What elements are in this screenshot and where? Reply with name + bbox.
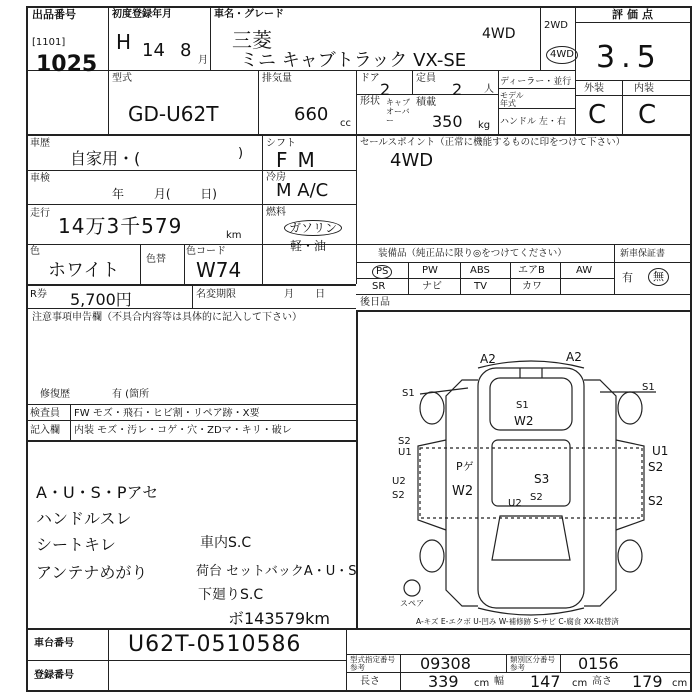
name-change-value: 月 日 xyxy=(284,289,326,300)
note-line-1: A・U・S・Pアセ xyxy=(36,483,159,502)
exterior-label: 外装 xyxy=(584,83,604,94)
damage-mark-p-gate: Pゲ xyxy=(456,460,474,473)
ac-label: 冷房 xyxy=(266,172,286,183)
sales-point-value: 4WD xyxy=(390,150,434,171)
width-unit: cm xyxy=(572,678,588,689)
repair-label: 修復歴 xyxy=(40,389,70,400)
note-line-4: アンテナめがり xyxy=(36,563,148,582)
reg-year: 14 xyxy=(142,40,165,61)
left-door xyxy=(418,440,446,530)
load: 350 xyxy=(432,112,463,131)
warranty-yes: 有 xyxy=(622,271,633,284)
color: ホワイト xyxy=(48,260,120,281)
era: H xyxy=(116,30,132,54)
chassis-value: U62T-0510586 xyxy=(128,632,302,657)
length-value: 339 xyxy=(428,672,459,691)
capacity-unit: 人 xyxy=(484,84,494,95)
maker: 三菱 xyxy=(232,28,272,52)
type-cert-label: 型式指定番号 参考 xyxy=(350,655,395,672)
mileage: 14万3千579 xyxy=(58,214,183,238)
name-label: 車名・グレード xyxy=(214,9,284,20)
displacement-label: 排気量 xyxy=(262,73,292,84)
score: 3.5 xyxy=(596,40,662,75)
damage-mark-s2-right: S2 xyxy=(648,460,664,474)
inspection-label: 車検 xyxy=(30,173,50,184)
interior-note-3: 下廻りS.C xyxy=(198,587,264,603)
equip-sr: SR xyxy=(372,281,386,292)
displacement-unit: cc xyxy=(340,118,351,129)
history-value: 自家用・( xyxy=(70,149,141,168)
rear-seat-label: 後日品 xyxy=(360,297,390,308)
damage-mark-a2-front-right: A2 xyxy=(566,350,582,364)
wheel-rear-left xyxy=(420,540,444,572)
reg-month: 8 xyxy=(180,40,192,61)
recycle-label: R券 xyxy=(30,289,47,300)
inspection-value: 年 月( 日) xyxy=(112,187,217,201)
width-value: 147 xyxy=(530,672,561,691)
ac-value: M A/C xyxy=(276,180,329,201)
exterior-grade: C xyxy=(588,100,607,130)
color-code-label: 色コード xyxy=(186,246,226,257)
note-line-2: ハンドルスレ xyxy=(36,509,132,528)
length-unit: cm xyxy=(474,678,490,689)
body-outline xyxy=(478,368,584,608)
capacity-label: 定員 xyxy=(416,73,436,84)
dealer-label: ディーラー・並行 xyxy=(500,77,572,87)
equip-aw: AW xyxy=(576,265,593,276)
fuel-label: 燃料 xyxy=(266,207,286,218)
fuel-diesel: 軽・油 xyxy=(290,239,327,253)
model-type: GD-U62T xyxy=(128,102,219,126)
class-no: 0156 xyxy=(578,654,619,673)
height-unit: cm xyxy=(672,678,688,689)
load-unit: kg xyxy=(478,120,491,131)
history-label: 車歴 xyxy=(30,138,50,149)
right-door xyxy=(616,440,644,530)
length-label: 長さ xyxy=(360,676,380,687)
class-label: 類別区分番号 参考 xyxy=(510,655,555,672)
drive-4wd-circled: 4WD xyxy=(546,46,578,64)
damage-mark-w2-top: W2 xyxy=(514,414,534,428)
cargo-bed xyxy=(420,448,642,518)
caution-label: 注意事項申告欄（不具合内容等は具体的に記入して下さい） xyxy=(32,312,302,323)
pointer-line xyxy=(420,388,468,394)
damage-mark-u2-left: U2 xyxy=(392,476,406,487)
score-label: 評価点 xyxy=(612,8,657,21)
equip-ps: PS xyxy=(372,265,392,279)
type-label: 型式 xyxy=(112,73,132,84)
damage-mark-s1-right: S1 xyxy=(642,382,655,393)
equip-tv: TV xyxy=(474,281,487,292)
recycle-value: 5,700円 xyxy=(70,290,132,309)
interior-grade: C xyxy=(638,100,657,130)
width-label: 幅 xyxy=(494,676,504,687)
damage-mark-s2-left: S2 xyxy=(398,436,411,447)
wheel-front-right xyxy=(618,392,642,424)
first-reg-label: 初度登録年月 xyxy=(112,9,172,20)
handle-label: ハンドル 左・右 xyxy=(500,117,566,127)
interior-note-2: 荷台 セットバックA・U・S xyxy=(196,564,357,579)
displacement: 660 xyxy=(294,104,329,125)
lot-code: [1101] xyxy=(32,37,66,48)
interior-note-4: ボ143579km xyxy=(228,609,330,628)
wheel-front-left xyxy=(420,392,444,424)
model-name: ミニ キャブトラック VX-SE xyxy=(240,50,467,71)
interior-note-1: 車内S.C xyxy=(200,535,252,551)
damage-mark-s3-bed: S3 xyxy=(534,472,550,486)
shift-value: FM xyxy=(276,148,325,172)
inspector-label: 検査員 xyxy=(30,408,60,419)
model-year-label: モデル 年式 xyxy=(500,91,524,108)
equip-abs: ABS xyxy=(470,265,490,276)
color-label: 色 xyxy=(30,246,40,257)
doors: 2 xyxy=(380,80,391,99)
height-label: 高さ xyxy=(592,676,612,687)
repair-value: 有 (箇所 xyxy=(112,389,150,400)
warranty-label: 新車保証書 xyxy=(620,249,666,259)
history-paren: ) xyxy=(238,146,244,161)
name-change-label: 名変期限 xyxy=(196,289,236,300)
mileage-unit: km xyxy=(226,230,242,241)
damage-mark-u1-left: U1 xyxy=(398,447,412,458)
door-label: ドア xyxy=(360,73,380,84)
right-side xyxy=(584,380,616,606)
equip-navi: ナビ xyxy=(422,281,442,292)
mileage-label: 走行 xyxy=(30,208,50,219)
drive-2wd: 2WD xyxy=(544,20,568,31)
fuel-gasoline: ガソリン xyxy=(284,220,342,236)
type-cert: 09308 xyxy=(420,654,471,673)
equip-leather: カワ xyxy=(522,281,542,292)
spare-tire xyxy=(404,580,420,596)
month-unit: 月 xyxy=(198,55,208,66)
shift-label: シフト xyxy=(266,138,296,149)
registration-label: 登録番号 xyxy=(34,670,74,681)
chassis-label: 車台番号 xyxy=(34,638,74,649)
damage-mark-w2-bed: W2 xyxy=(452,484,474,499)
damage-mark-u1-right: U1 xyxy=(652,444,669,458)
interior-label: 内装 xyxy=(634,83,654,94)
spare-label: スペア xyxy=(400,599,424,608)
capacity: 2 xyxy=(452,80,463,99)
warranty-no: 無 xyxy=(648,268,669,286)
shape-value: キャブ オーバー xyxy=(386,98,410,125)
damage-mark-s2-bed: S2 xyxy=(530,492,543,503)
damage-legend: A-キズ E-エクボ U-凹み W-補修跡 S-サビ C-腐食 XX-取替済 xyxy=(416,617,619,626)
entry-label: 記入欄 xyxy=(30,425,60,436)
damage-mark-u2-bed: U2 xyxy=(508,498,522,509)
equipment-label: 装備品（純正品に限り◎をつけてください） xyxy=(378,248,567,259)
damage-mark-s1-left: S1 xyxy=(402,388,415,399)
rear-bumper xyxy=(478,608,584,615)
equip-pw: PW xyxy=(422,265,438,276)
damage-mark-s1-top: S1 xyxy=(516,400,529,411)
damage-mark-s2-left-low: S2 xyxy=(392,490,405,501)
fw-row: FW モズ・飛石・ヒビ割・リペア跡・X要 xyxy=(74,408,260,419)
lot-label: 出品番号 xyxy=(32,8,76,21)
rear-window xyxy=(492,516,570,560)
shape-label: 形状 xyxy=(360,96,380,107)
load-label: 積載 xyxy=(416,97,436,108)
recolor-label: 色替 xyxy=(146,254,166,265)
height-value: 179 xyxy=(632,672,663,691)
color-code: W74 xyxy=(196,258,242,282)
drive-note: 4WD xyxy=(482,26,516,42)
wheel-rear-right xyxy=(618,540,642,572)
interior-row: 内装 モズ・汚レ・コゲ・穴・ZDマ・キリ・破レ xyxy=(74,425,292,436)
note-line-3: シートキレ xyxy=(36,535,116,554)
damage-mark-s2-right-low: S2 xyxy=(648,494,664,508)
damage-mark-a2-front-left: A2 xyxy=(480,352,496,366)
lot-number: 1025 xyxy=(36,52,98,77)
sales-point-label: セールスポイント（正常に機能するものに印をつけて下さい） xyxy=(360,137,626,148)
equip-airbag: エアB xyxy=(518,265,545,276)
